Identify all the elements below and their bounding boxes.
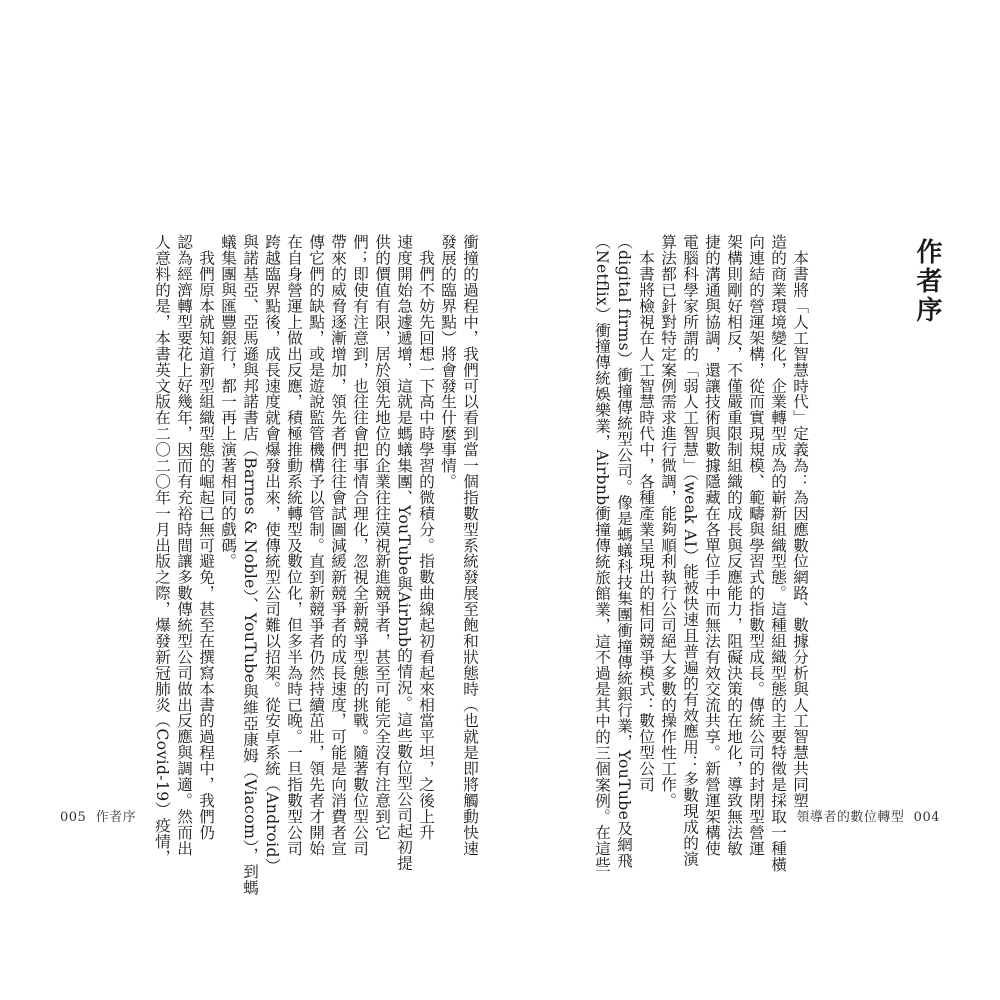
text-line: （Netflix）衝撞傳統娛樂業，Airbnb衝撞傳統旅館業，這不過是其中的三個案例。在這些: [593, 234, 611, 873]
page-number: 005: [60, 810, 87, 825]
text-line: 造的商業環境變化，企業轉型成為的嶄新組織型態。這種組織型態的主要特徵是採取一種橫: [769, 234, 787, 872]
text-line: 認為經濟轉型要花上好幾年，因而有充裕時間讓多數傳統型公司做出反應與調適。然而出: [175, 234, 193, 857]
text-line: 帶來的威脅逐漸增加，領先者們往往會試圖減緩新競爭者的成長速度，可能是向消費者宣: [329, 234, 347, 857]
text-line: 電腦科學家所謂的「弱人工智慧」（weak AI）能被快速且普遍的有效應用：多數現成的演: [681, 234, 699, 867]
text-line: 我們原本就知道新型組織型態的崛起已無可避免，甚至在撰寫本書的過程中，我們仍: [197, 234, 215, 841]
text-line: 傳它們的缺點，或是遊說監管機構予以管制。直到新競爭者仍然持續茁壯，領先者才開始: [307, 234, 325, 857]
text-line: 在自身營運上做出反應，積極推動系統轉型及數位化，但多半為時已晚。一旦指數型公司: [285, 234, 303, 857]
text-line: 我們不妨先回想一下高中時學習的微積分。指數曲線起初看起來相當平坦，之後上升: [417, 234, 435, 841]
left-page-text-column: [151, 234, 481, 895]
chapter-title: 作者序: [912, 238, 942, 325]
left-page-footer: [60, 806, 136, 825]
right-page-footer: [796, 806, 940, 825]
text-line: 速度開始急遽遞增，這就是螞蟻集團、YouTube與Airbnb的情況。這些數位型公司起初提: [395, 234, 413, 871]
text-line: 蟻集團與匯豐銀行，都一再上演著相同的戲碼。: [219, 234, 237, 569]
page-number: 004: [913, 810, 940, 825]
text-line: 算法都已針對特定案例需求進行微調，能夠順利執行公司絕大多數的操作性工作。: [659, 234, 677, 809]
text-line: 人意料的是，本書英文版在二〇二〇年一月出版之際，爆發新冠肺炎（Covid-19）疫情，: [153, 234, 171, 866]
running-head: 領導者的數位轉型: [796, 810, 905, 825]
text-line: （digital firms）衝撞傳統型公司。像是螞蟻科技集團衝撞傳統銀行業，YouTube及網飛: [615, 234, 633, 869]
text-line: 本書將「人工智慧時代」定義為：為因應數位網路、數據分析與人工智慧共同塑: [791, 234, 809, 809]
text-line: 們；即使有注意到，也往往會把事情合理化，忽視全新競爭型態的挑戰。隨著數位型公司: [351, 234, 369, 857]
running-head: 作者序: [95, 810, 137, 825]
right-page-text-column: [591, 234, 811, 872]
text-line: 發展的臨界點）將會發生什麼事情。: [439, 234, 457, 490]
text-line: 跨越臨界點後，成長速度就會爆發出來，使傳統型公司難以招架。從安卓系統（Android）: [263, 234, 281, 874]
text-line: 本書將檢視在人工智慧時代中，各種產業呈現出的相同競爭模式：數位型公司: [637, 234, 655, 793]
text-line: 向連結的營運架構，從而實現規模、範疇與學習式的指數型成長。傳統公司的封閉型營運: [747, 234, 765, 857]
text-line: 捷的溝通與協調，還讓技術與數據隱藏在各單位手中而無法有效交流共享。新營運架構使: [703, 234, 721, 857]
text-line: 與諾基亞、亞馬遜與邦諾書店（Barnes & Noble）、YouTube與維亞康姆（Viacom），到螞: [241, 234, 259, 896]
text-line: 供的價值有限，居於領先地位的企業往往漠視新進競爭者，甚至可能完全沒有注意到它: [373, 234, 391, 841]
text-line: 架構則剛好相反，不僅嚴重限制組織的成長與反應能力，阻礙決策的在地化，導致無法敏: [725, 234, 743, 857]
text-line: 衝撞的過程中，我們可以看到當一個指數型系統發展至飽和狀態時（也就是即將觸動快速: [461, 234, 479, 857]
